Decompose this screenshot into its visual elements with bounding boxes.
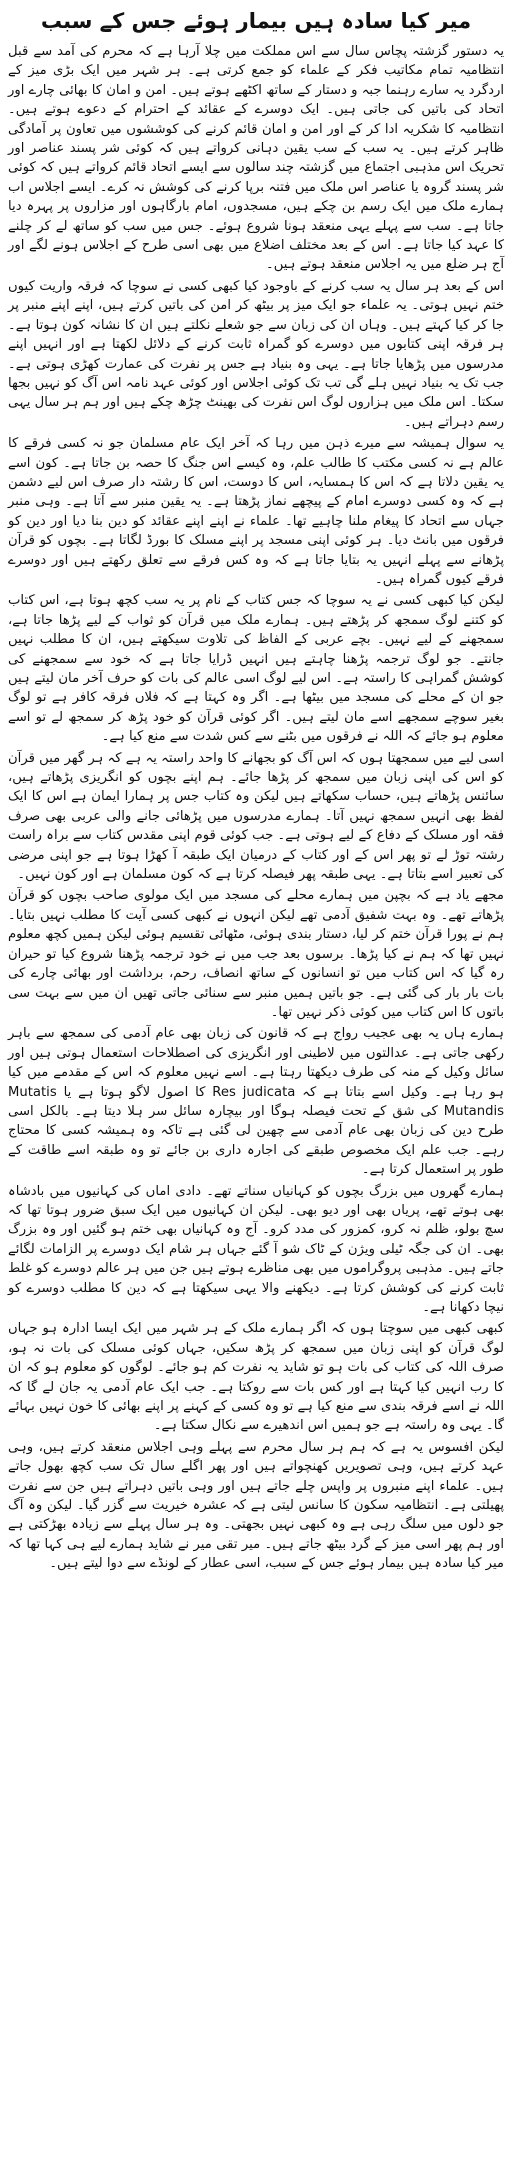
article-paragraph: ہمارے ہاں یہ بھی عجیب رواج ہے کہ قانون کی زبان بھی عام آدمی کی سمجھ سے باہر رکھی جاتی ہے۔ عدالتوں میں لاطینی اور انگریزی کی اصطلاحات استعمال ہوتی ہیں اور سائل وکیل کے منہ کی طرف دیکھتا رہتا ہے۔ اسے نہیں معلوم کہ اس کے مقدمے میں کیا ہو رہا ہے۔ وکیل اسے بتاتا ہے کہ Res judicata کا اصول لاگو ہوتا ہے یا Mutatis Mutandis کی شق کے تحت فیصلہ ہوگا اور بیچارہ سائل سر ہلا دیتا ہے۔ بالکل اسی طرح دین کی زبان بھی عام آدمی سے چھین لی گئی ہے تاکہ وہ ہمیشہ کسی کا محتاج رہے۔ جب علم ایک مخصوص طبقے کی اجارہ داری بن جائے تو وہ طبقہ اسے طاقت کے طور پر استعمال کرتا ہے۔ [8,1026,504,1178]
article-title: میر کیا سادہ ہیں بیمار ہوئے جس کے سبب [40,9,472,33]
article-paragraph: لیکن افسوس یہ ہے کہ ہم ہر سال محرم سے پہلے وہی اجلاس منعقد کرتے ہیں، وہی عہد کرتے ہیں، وہی تصویریں کھنچواتے ہیں اور پھر اگلے سال تک سب کچھ بھول جاتے ہیں۔ علماء اپنے منبروں پر واپس چلے جاتے ہیں اور وہی باتیں دہراتے ہیں جن سے نفرت پھیلتی ہے۔ انتظامیہ سکون کا سانس لیتی ہے کہ عشرہ خیریت سے گزر گیا۔ لیکن وہ آگ جو دلوں میں سلگ رہی ہے وہ کبھی نہیں بجھتی۔ وہ ہر سال پہلے سے زیادہ بھڑکتی ہے اور ہم پھر اسی میز کے گرد بیٹھ جاتے ہیں۔ میر تقی میر نے شاید ہمارے لیے ہی کہا تھا کہ میر کیا سادہ ہیں بیمار ہوئے جس کے سبب، اسی عطار کے لونڈے سے دوا لیتے ہیں۔ [8,1439,504,1572]
article-paragraph: یہ سوال ہمیشہ سے میرے ذہن میں رہا کہ آخر ایک عام مسلمان جو نہ کسی فرقے کا عالم ہے نہ کسی مکتب کا طالب علم، وہ کیسے اس جنگ کا حصہ بن جاتا ہے۔ کون اسے یہ یقین دلاتا ہے کہ اس کا ہمسایہ، اس کا دوست، اس کا رشتہ دار صرف اس لیے دشمن ہے کہ وہ کسی دوسرے امام کے پیچھے نماز پڑھتا ہے۔ یہ یقین منبر سے آتا ہے۔ وہی منبر جہاں سے اتحاد کا پیغام ملنا چاہیے تھا۔ علماء نے اپنے اپنے عقائد کو دین بنا دیا اور دین کو فرقوں میں بانٹ دیا۔ ہر کوئی اپنی مسجد پر اپنے مسلک کا بورڈ لگاتا ہے۔ بچوں کو قرآن پڑھانے سے پہلے انہیں یہ بتایا جاتا ہے کہ وہ کس فرقے سے تعلق رکھتے ہیں اور دوسرے فرقے کیوں گمراہ ہیں۔ [8,436,504,587]
article-paragraph: مجھے یاد ہے کہ بچپن میں ہمارے محلے کی مسجد میں ایک مولوی صاحب بچوں کو قرآن پڑھاتے تھے۔ وہ بہت شفیق آدمی تھے لیکن انہوں نے کبھی کسی آیت کا مطلب نہیں بتایا۔ ہم نے پورا قرآن ختم کر لیا، دستار بندی ہوئی، مٹھائی تقسیم ہوئی لیکن ہمیں کچھ معلوم نہیں تھا کہ ہم نے کیا پڑھا۔ برسوں بعد جب میں نے خود ترجمہ پڑھنا شروع کیا تو حیران رہ گیا کہ اس کتاب میں تو انسانوں کے ساتھ انصاف، رحم، برداشت اور بھائی چارے کی بات بار بار کی گئی ہے۔ جو باتیں ہمیں منبر سے سنائی جاتی تھیں ان میں سے بہت سی باتوں کا اس کتاب میں کوئی ذکر نہیں تھا۔ [8,888,504,1020]
article-paragraph: کبھی کبھی میں سوچتا ہوں کہ اگر ہمارے ملک کے ہر شہر میں ایک ایسا ادارہ ہو جہاں لوگ قرآن کو اپنی زبان میں سمجھ کر پڑھ سکیں، جہاں کوئی مسلک کی بات نہ ہو، صرف اللہ کی کتاب کی بات ہو تو شاید یہ نفرت کم ہو جائے۔ لوگوں کو معلوم ہو کہ ان کا رب انہیں کیا کہتا ہے اور کس بات سے روکتا ہے۔ جب ایک عام آدمی یہ جان لے گا کہ اللہ نے اسے فرقہ بندی سے منع کیا ہے تو وہ کسی کے کہنے پر اپنے بھائی کا خون نہیں بہائے گا۔ یہی وہ راستہ ہے جو ہمیں اس اندھیرے سے نکال سکتا ہے۔ [8,1321,504,1434]
article-body [8,42,504,1574]
article-paragraph: اسی لیے میں سمجھتا ہوں کہ اس آگ کو بجھانے کا واحد راستہ یہ ہے کہ ہر گھر میں قرآن کو اس کی اپنی زبان میں سمجھ کر پڑھا جائے۔ ہم اپنے بچوں کو انگریزی پڑھاتے ہیں، سائنس پڑھاتے ہیں، حساب سکھاتے ہیں لیکن وہ کتاب جس پر ہمارا ایمان ہے اس کا ایک لفظ بھی انہیں سمجھ نہیں آتا۔ ہمارے مدرسوں میں پڑھائی جانے والی عربی بھی صرف فقہ اور مسلک کے دفاع کے لیے ہوتی ہے۔ جب کوئی قوم اپنی مقدس کتاب سے براہ راست رشتہ توڑ لے تو پھر اس کے اور کتاب کے درمیان ایک طبقہ آ کھڑا ہوتا ہے جو اپنی مرضی کی تعبیر اسے بتاتا ہے۔ یہی طبقہ پھر فیصلہ کرتا ہے کہ کون مسلمان ہے اور کون نہیں۔ [8,750,504,883]
article-paragraph: اس کے بعد ہر سال یہ سب کرنے کے باوجود کیا کبھی کسی نے سوچا کہ فرقہ واریت کیوں ختم نہیں ہوتی۔ یہ علماء جو ایک میز پر بیٹھ کر امن کی باتیں کرتے ہیں، اپنے اپنے منبر پر جا کر کیا کہتے ہیں۔ وہاں ان کی زبان سے جو شعلے نکلتے ہیں ان کا نشانہ کون ہوتا ہے۔ ہر فرقہ اپنی کتابوں میں دوسرے کو گمراہ ثابت کرنے کے دلائل لکھتا ہے اور انہیں اپنے مدرسوں میں پڑھایا جاتا ہے۔ یہی وہ بنیاد ہے جس پر نفرت کی عمارت کھڑی ہوتی ہے۔ جب تک یہ بنیاد نہیں ہلے گی تب تک کوئی اجلاس اور کوئی عہد نامہ اس آگ کو نہیں بجھا سکتا۔ اس ملک میں ہزاروں لوگ اس نفرت کی بھینٹ چڑھ چکے ہیں اور ہم ہر سال یہی رسم دہراتے ہیں۔ [8,278,504,430]
article-paragraph: ہمارے گھروں میں بزرگ بچوں کو کہانیاں سناتے تھے۔ دادی اماں کی کہانیوں میں بادشاہ بھی ہوتے تھے، پریاں بھی اور دیو بھی۔ لیکن ان کہانیوں میں ایک سبق ضرور ہوتا تھا کہ سچ بولو، ظلم نہ کرو، کمزور کی مدد کرو۔ آج وہ کہانیاں بھی ختم ہو گئیں اور وہ بزرگ بھی۔ ان کی جگہ ٹیلی ویژن کے ٹاک شو آ گئے جہاں ہر شام ایک دوسرے پر الزامات لگائے جاتے ہیں۔ مذہبی پروگراموں میں بھی مناظرے ہوتے ہیں جن میں ہر عالم دوسرے کو غلط ثابت کرنے کی کوشش کرتا ہے۔ دیکھنے والا یہی سیکھتا ہے کہ دین کا مطلب دوسرے کو نیچا دکھانا ہے۔ [8,1183,504,1315]
article-paragraph: لیکن کیا کبھی کسی نے یہ سوچا کہ جس کتاب کے نام پر یہ سب کچھ ہوتا ہے، اس کتاب کو کتنے لوگ سمجھ کر پڑھتے ہیں۔ ہمارے ملک میں قرآن کو ثواب کے لیے پڑھا جاتا ہے، سمجھنے کے لیے نہیں۔ بچے عربی کے الفاظ کی تلاوت سیکھتے ہیں، ان کا مطلب نہیں جانتے۔ جو لوگ ترجمہ پڑھنا چاہتے ہیں انہیں ڈرایا جاتا ہے کہ خود سے سمجھنے کی کوشش گمراہی کا راستہ ہے۔ اس لیے لوگ اسی عالم کی بات کو حرف آخر مان لیتے ہیں جو ان کے محلے کی مسجد میں بیٹھا ہے۔ اگر وہ کہتا ہے کہ فلاں فرقہ کافر ہے تو لوگ بغیر سوچے سمجھے اسے مان لیتے ہیں۔ اگر کوئی قرآن کو خود پڑھ کر سمجھ لے تو اسے معلوم ہو جائے کہ اللہ نے فرقوں میں بٹنے سے کس شدت سے منع کیا ہے۔ [8,593,504,745]
article-paragraph: یہ دستور گزشتہ پچاس سال سے اس مملکت میں چلا آرہا ہے کہ محرم کی آمد سے قبل انتظامیہ تمام مکاتیب فکر کے علماء کو جمع کرتی ہے۔ ہر شہر میں ایک بڑی میز کے اردگرد یہ سارے رہنما جبہ و دستار کے ساتھ اکٹھے ہوتے ہیں۔ امن و امان کا بھائی چارے اور اتحاد کی باتیں کی جاتی ہیں۔ ایک دوسرے کے عقائد کے احترام کے دعوے ہوتے ہیں۔ انتظامیہ کا شکریہ ادا کر کے اور امن و امان قائم کرنے کی کوششوں میں تعاون پر آمادگی ظاہر کرتے ہیں۔ یہ سب کے سب یقین دہانی کرواتے ہیں کہ کوئی شر پسند عناصر اور تحریک اس مذہبی اجتماع میں گزشتہ چند سالوں سے ایسے اتحاد قائم کرواتے ہیں کہ کوئی شر پسند گروہ یا عناصر اس ملک میں فتنہ برپا کرنے کی کوشش نہ کرے۔ ایسے اجلاس اب ہمارے ملک میں ایک رسم بن چکے ہیں، مسجدوں، امام بارگاہوں اور مزاروں پر پہرہ دیا جاتا ہے۔ سب سے پہلے یہی منعقد ہونا شروع ہوئے۔ جس میں سب کو ساتھ لے کر چلنے کا عہد کیا جاتا ہے۔ اس کے بعد مختلف اضلاع میں بھی اسی طرح کے اجلاس ہونے لگے اور آج ہر ضلع میں یہ اجلاس منعقد ہوتے ہیں۔ [8,44,504,273]
